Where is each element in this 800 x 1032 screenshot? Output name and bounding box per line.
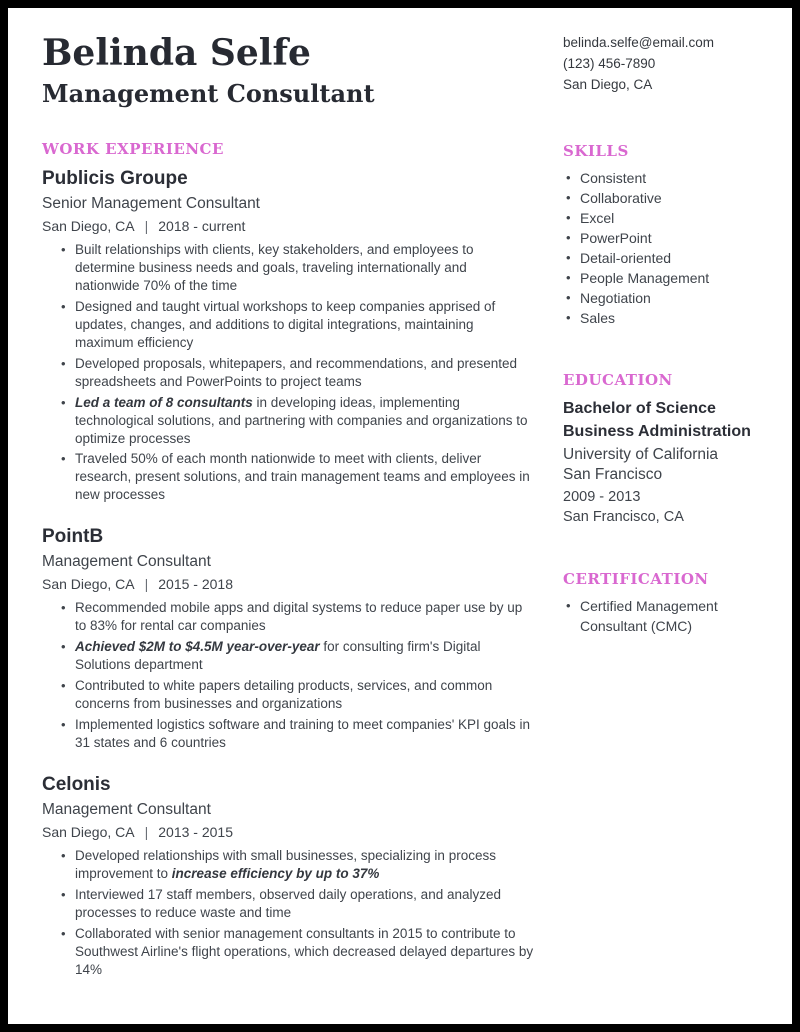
bullet-text: [75, 677, 535, 713]
bullet-marker-icon: •: [61, 242, 66, 257]
bullet-marker-icon: •: [566, 270, 571, 285]
bullet-marker-icon: •: [61, 639, 66, 655]
bullet-emphasis-text: Led a team of 8 consultants: [75, 394, 253, 410]
skill-item: [563, 308, 768, 328]
bullet-marker-icon: •: [61, 925, 66, 941]
bullet-text-segment: PowerPoint: [580, 230, 652, 246]
job-dates: 2013 - 2015: [158, 823, 233, 840]
bullet-text-segment: Recommended mobile apps and digital systems to reduce paper use by up to 83% for rental car companies: [75, 600, 523, 634]
skills-section: [563, 142, 768, 328]
resume-content: [8, 8, 792, 982]
education-degree-line: Business Administration: [563, 423, 751, 440]
education-dates: 2009 - 2013: [563, 489, 641, 505]
job-dates: 2015 - 2018: [158, 576, 233, 593]
skill-item: [563, 168, 768, 188]
skills-list: [563, 168, 768, 328]
bullet-text-segment: Designed and taught virtual workshops to keep companies apprised of updates, changes, and additions to digital integrations, maintaining maximum efficiency: [75, 298, 496, 350]
work-experience-heading: WORK EXPERIENCE: [42, 139, 224, 158]
job-meta: [42, 217, 535, 235]
bullet-item: [42, 886, 535, 922]
job-bullets: [42, 241, 535, 504]
bullet-text-segment: Sales: [580, 310, 616, 326]
bullet-text-segment: Consistent: [580, 170, 647, 186]
bullet-text: [75, 450, 535, 504]
bullet-marker-icon: •: [61, 717, 66, 733]
job-company: PointB: [42, 526, 104, 548]
job-meta-divider: |: [144, 217, 149, 234]
bullet-text: [580, 228, 768, 248]
bullet-text-segment: Contributed to white papers detailing products, services, and common concerns from businesses and organizations: [75, 678, 493, 712]
bullet-marker-icon: •: [61, 886, 66, 902]
certification-section: [563, 570, 768, 636]
job-dates: 2018 - current: [158, 217, 246, 234]
bullet-marker-icon: •: [566, 310, 571, 325]
job-section: [42, 525, 535, 752]
bullet-text: [580, 308, 768, 328]
skill-item: [563, 188, 768, 208]
bullet-marker-icon: •: [61, 678, 66, 694]
bullet-marker-icon: •: [61, 848, 66, 863]
bullet-text: [580, 168, 768, 188]
bullet-marker-icon: •: [566, 598, 571, 613]
bullet-text: [75, 298, 535, 352]
bullet-item: [42, 677, 535, 713]
bullet-text: [75, 716, 535, 752]
bullet-marker-icon: •: [61, 600, 66, 616]
job-section: [42, 167, 535, 504]
bullet-marker-icon: •: [566, 230, 571, 245]
job-bullets: [42, 847, 535, 979]
job-location: San Diego, CA: [42, 217, 135, 234]
bullet-marker-icon: •: [566, 170, 571, 185]
job-meta: [42, 575, 535, 593]
education-school-line: University of California: [563, 446, 719, 463]
bullet-marker-icon: •: [61, 298, 66, 314]
certification-item: [563, 596, 768, 636]
bullet-item: [42, 355, 535, 391]
job-title: Management Consultant: [42, 553, 211, 571]
job-meta: [42, 823, 535, 841]
bullet-item: [42, 394, 535, 448]
bullet-text: [75, 886, 535, 922]
contact-email: belinda.selfe@email.com: [563, 35, 715, 50]
bullet-marker-icon: •: [566, 190, 571, 205]
bullet-text-segment: People Management: [580, 270, 710, 286]
bullet-item: [42, 638, 535, 674]
job-title: Senior Management Consultant: [42, 194, 260, 212]
jobs-list: [42, 167, 535, 979]
bullet-text-segment: in developing ideas, implementing technological solutions, and partnering with companies and organizations to optimize processes: [75, 394, 528, 446]
person-name: Belinda Selfe: [42, 32, 311, 74]
bullet-marker-icon: •: [61, 451, 66, 467]
bullet-item: [42, 599, 535, 635]
bullet-emphasis-text: increase efficiency by up to 37%: [171, 865, 380, 881]
contact-phone: (123) 456-7890: [563, 56, 656, 71]
job-meta-divider: |: [144, 823, 149, 840]
bullet-text: [580, 268, 768, 288]
bullet-marker-icon: •: [566, 250, 571, 265]
education-location: San Francisco, CA: [563, 509, 684, 525]
job-company: Publicis Groupe: [42, 167, 188, 189]
bullet-item: [42, 925, 535, 979]
job-location: San Diego, CA: [42, 823, 135, 840]
main-column: [42, 22, 535, 982]
bullet-text: [580, 248, 768, 268]
job-company: Celonis: [42, 773, 111, 795]
job-section: [42, 773, 535, 979]
skill-item: [563, 228, 768, 248]
bullet-text-segment: for consulting firm's Digital Solutions department: [75, 639, 481, 673]
skill-item: [563, 288, 768, 308]
bullet-text-segment: Developed proposals, whitepapers, and recommendations, and presented spreadsheets and PowerPoints to project teams: [75, 355, 518, 389]
education-section: [563, 371, 768, 527]
job-title: Management Consultant: [42, 800, 211, 818]
bullet-text: [580, 288, 768, 308]
skills-heading: SKILLS: [563, 142, 629, 160]
bullet-marker-icon: •: [61, 394, 66, 410]
job-location: San Diego, CA: [42, 576, 135, 593]
bullet-text-segment: Traveled 50% of each month nationwide to meet with clients, deliver research, present solutions, and train management teams and employees in new processes: [75, 451, 530, 503]
bullet-text-segment: Interviewed 17 staff members, observed daily operations, and analyzed processes to reduce waste and time: [75, 886, 501, 920]
person-title: Management Consultant: [42, 79, 375, 109]
bullet-item: [42, 450, 535, 504]
bullet-text: [75, 638, 535, 674]
sidebar-column: [535, 22, 768, 982]
bullet-text-segment: Built relationships with clients, key stakeholders, and employees to determine business needs and goals, traveling internationally and nationwide 70% of the time: [75, 242, 474, 293]
bullet-text: [75, 355, 535, 391]
bullet-item: [42, 298, 535, 352]
bullet-text: [580, 208, 768, 228]
job-meta-divider: |: [144, 576, 149, 593]
bullet-text-segment: Excel: [580, 210, 615, 226]
bullet-text: [75, 599, 535, 635]
certification-list: [563, 596, 768, 636]
bullet-text: [75, 925, 535, 979]
education-degree-line: Bachelor of Science: [563, 400, 716, 417]
bullet-emphasis-text: Achieved $2M to $4.5M year-over-year: [75, 639, 320, 655]
bullet-text: [75, 394, 535, 448]
work-experience-section: [42, 140, 535, 979]
bullet-text-segment: Collaborative: [580, 190, 662, 206]
bullet-item: [42, 716, 535, 752]
bullet-text-segment: Detail-oriented: [580, 250, 672, 266]
bullet-text-segment: Negotiation: [580, 290, 651, 306]
bullet-text-segment: Certified Management Consultant (CMC): [580, 598, 718, 634]
education-school-block: [563, 445, 768, 485]
bullet-marker-icon: •: [566, 290, 571, 305]
bullet-text: [580, 188, 768, 208]
bullet-text-segment: Developed relationships with small businesses, specializing in process improvement to: [75, 848, 496, 881]
bullet-marker-icon: •: [61, 355, 66, 371]
education-heading: EDUCATION: [563, 371, 673, 389]
job-bullets: [42, 599, 535, 752]
bullet-marker-icon: •: [566, 210, 571, 225]
bullet-item: [42, 241, 535, 295]
bullet-text: [75, 241, 535, 295]
contact-location: San Diego, CA: [563, 77, 653, 92]
bullet-text: [580, 596, 768, 636]
education-school-line: San Francisco: [563, 466, 663, 483]
skill-item: [563, 208, 768, 228]
bullet-item: [42, 847, 535, 883]
contact-block: [563, 32, 768, 95]
skill-item: [563, 248, 768, 268]
bullet-text: [75, 847, 535, 883]
certification-heading: CERTIFICATION: [563, 570, 709, 588]
bullet-text-segment: Collaborated with senior management consultants in 2015 to contribute to Southwest Airline's flight operations, which decreased delayed departures by 14%: [75, 925, 534, 977]
bullet-text-segment: Implemented logistics software and training to meet companies' KPI goals in 31 states and 6 countries: [75, 717, 531, 751]
skill-item: [563, 268, 768, 288]
